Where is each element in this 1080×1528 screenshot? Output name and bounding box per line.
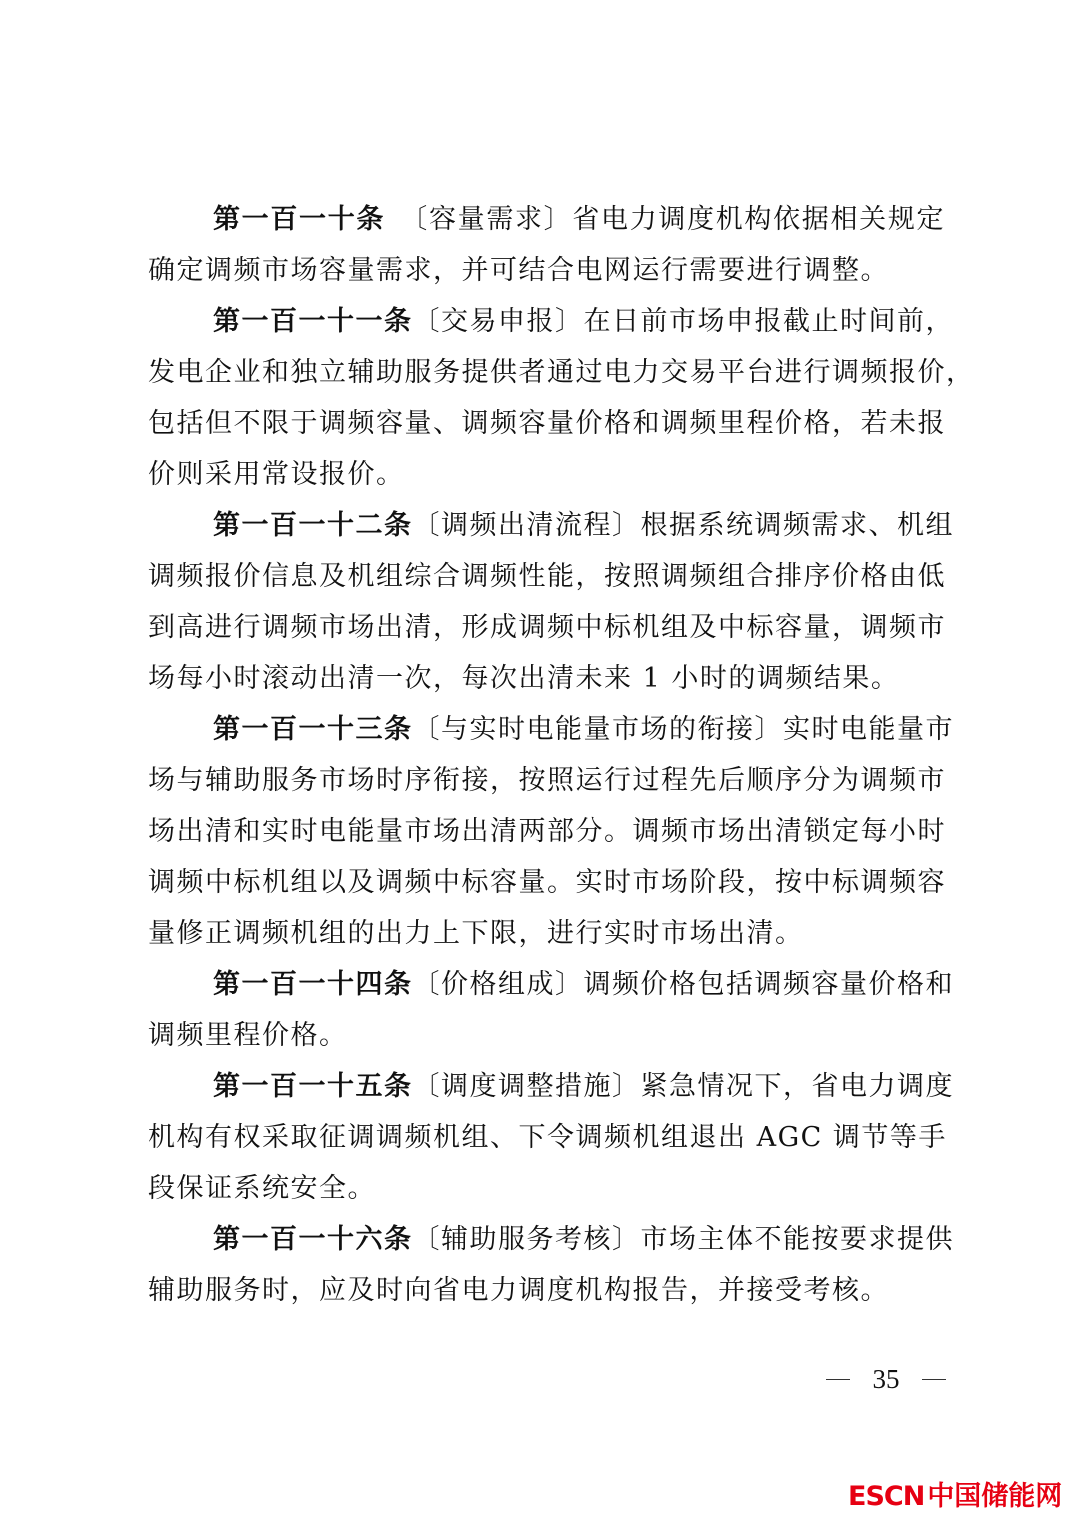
- text-line: [148, 1219, 954, 1270]
- text-line: [148, 658, 945, 709]
- text-line: [148, 352, 975, 403]
- escn-logo: [848, 1474, 1062, 1513]
- text-line: [148, 1117, 945, 1168]
- article-paragraph: [148, 964, 954, 1066]
- article-number: 第一百一十六条: [213, 1224, 413, 1255]
- text-line: [148, 250, 945, 301]
- text-line: [148, 454, 945, 505]
- line-text: 〔容量需求〕省电力调度机构依据相关规定: [385, 204, 946, 235]
- article-paragraph: [148, 1066, 954, 1219]
- text-line: [148, 1270, 945, 1321]
- text-line: [148, 1066, 954, 1117]
- text-line: [148, 964, 954, 1015]
- text-line: [148, 811, 945, 862]
- article-number: 第一百一十五条: [213, 1071, 413, 1102]
- line-text: 〔与实时电能量市场的衔接〕实时电能量市: [412, 714, 954, 745]
- line-text: 量修正调频机组的出力上下限，进行实时市场出清。: [148, 918, 804, 949]
- text-line: [148, 301, 954, 352]
- line-text: 价则采用常设报价。: [148, 459, 405, 490]
- line-text: 调频中标机组以及调频中标容量。实时市场阶段，按中标调频容: [148, 867, 946, 898]
- logo-chinese: 中国储能网: [927, 1481, 1063, 1512]
- line-text: 调频报价信息及机组综合调频性能，按照调频组合排序价格由低: [148, 561, 946, 592]
- text-line: [148, 505, 954, 556]
- line-text: 场每小时滚动出清一次，每次出清未来 1 小时的调频结果。: [148, 663, 900, 694]
- text-line: [148, 1168, 945, 1219]
- line-text: 〔调频出清流程〕根据系统调频需求、机组: [412, 510, 954, 541]
- line-text: 〔调度调整措施〕紧急情况下，省电力调度: [412, 1071, 954, 1102]
- article-number: 第一百一十三条: [213, 714, 413, 745]
- article-number: 第一百一十条: [213, 204, 386, 235]
- text-line: [148, 913, 945, 964]
- text-line: [148, 862, 945, 913]
- line-text: 〔辅助服务考核〕市场主体不能按要求提供: [412, 1224, 954, 1255]
- dash-left: [826, 1379, 850, 1381]
- line-text: 段保证系统安全。: [148, 1173, 376, 1204]
- article-paragraph: [148, 709, 954, 964]
- line-text: 场出清和实时电能量市场出清两部分。调频市场出清锁定每小时: [148, 816, 946, 847]
- text-line: [148, 760, 945, 811]
- document-body: [148, 199, 975, 1321]
- text-line: [148, 1015, 945, 1066]
- article-paragraph: [148, 199, 945, 301]
- text-line: [148, 709, 954, 760]
- line-text: 确定调频市场容量需求，并可结合电网运行需要进行调整。: [148, 255, 889, 286]
- text-line: [148, 607, 945, 658]
- article-number: 第一百一十一条: [213, 306, 413, 337]
- text-line: [148, 199, 945, 250]
- line-text: 调频里程价格。: [148, 1020, 348, 1051]
- text-line: [148, 556, 945, 607]
- article-number: 第一百一十二条: [213, 510, 413, 541]
- line-text: 〔价格组成〕调频价格包括调频容量价格和: [412, 969, 954, 1000]
- line-text: 场与辅助服务市场时序衔接，按照运行过程先后顺序分为调频市: [148, 765, 946, 796]
- article-paragraph: [148, 505, 954, 709]
- line-text: 到高进行调频市场出清，形成调频中标机组及中标容量，调频市: [148, 612, 946, 643]
- line-text: 机构有权采取征调调频机组、下令调频机组退出 AGC 调节等手: [148, 1122, 947, 1153]
- text-line: [148, 403, 945, 454]
- dash-right: [922, 1379, 946, 1381]
- line-text: 包括但不限于调频容量、调频容量价格和调频里程价格，若未报: [148, 408, 946, 439]
- line-text: 发电企业和独立辅助服务提供者通过电力交易平台进行调频报价，: [148, 357, 975, 388]
- page-number-text: 35: [872, 1364, 900, 1394]
- line-text: 〔交易申报〕在日前市场申报截止时间前，: [412, 306, 954, 337]
- page-number: [826, 1364, 946, 1395]
- article-paragraph: [148, 1219, 954, 1321]
- line-text: 辅助服务时，应及时向省电力调度机构报告，并接受考核。: [148, 1275, 889, 1306]
- article-paragraph: [148, 301, 975, 505]
- logo-latin: ESCN: [848, 1481, 925, 1512]
- article-number: 第一百一十四条: [213, 969, 413, 1000]
